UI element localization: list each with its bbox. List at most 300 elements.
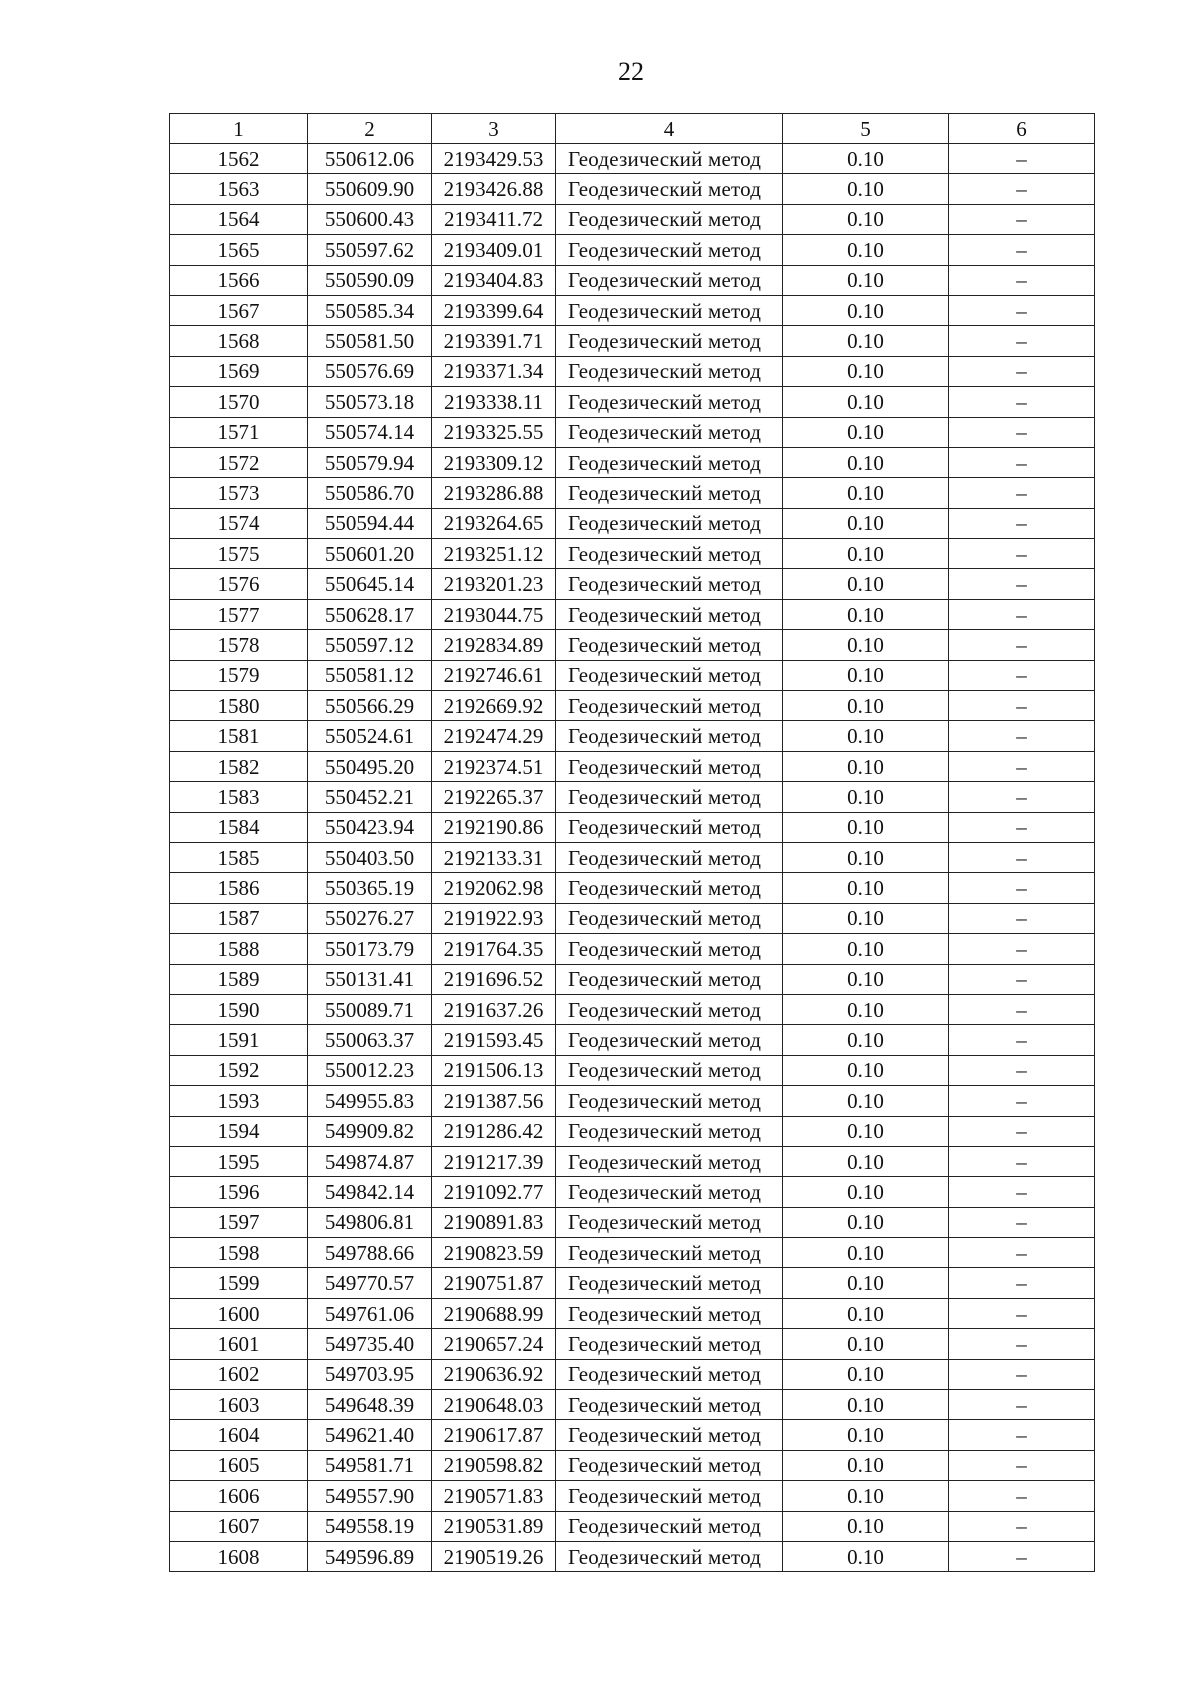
cell-x-coordinate: 549621.40: [308, 1420, 432, 1450]
cell-note: –: [949, 569, 1095, 599]
cell-accuracy: 0.10: [783, 1146, 949, 1176]
cell-x-coordinate: 550089.71: [308, 994, 432, 1024]
table-row: [170, 721, 1095, 751]
cell-y-coordinate: 2190519.26: [432, 1541, 556, 1571]
cell-x-coordinate: 550452.21: [308, 782, 432, 812]
cell-accuracy: 0.10: [783, 630, 949, 660]
table-row: [170, 1298, 1095, 1328]
cell-y-coordinate: 2191286.42: [432, 1116, 556, 1146]
cell-accuracy: 0.10: [783, 842, 949, 872]
cell-point-number: 1566: [170, 265, 308, 295]
table-row: [170, 1025, 1095, 1055]
table-row: [170, 144, 1095, 174]
cell-method: Геодезический метод: [556, 326, 783, 356]
cell-point-number: 1603: [170, 1390, 308, 1420]
cell-y-coordinate: 2193044.75: [432, 599, 556, 629]
cell-accuracy: 0.10: [783, 934, 949, 964]
cell-accuracy: 0.10: [783, 447, 949, 477]
cell-method: Геодезический метод: [556, 1207, 783, 1237]
cell-method: Геодезический метод: [556, 964, 783, 994]
cell-method: Геодезический метод: [556, 1450, 783, 1480]
cell-y-coordinate: 2192133.31: [432, 842, 556, 872]
cell-note: –: [949, 842, 1095, 872]
cell-point-number: 1593: [170, 1086, 308, 1116]
cell-note: –: [949, 204, 1095, 234]
cell-point-number: 1596: [170, 1177, 308, 1207]
cell-accuracy: 0.10: [783, 782, 949, 812]
cell-point-number: 1587: [170, 903, 308, 933]
cell-note: –: [949, 630, 1095, 660]
cell-accuracy: 0.10: [783, 295, 949, 325]
cell-point-number: 1576: [170, 569, 308, 599]
table-row: [170, 1116, 1095, 1146]
cell-accuracy: 0.10: [783, 964, 949, 994]
table-row: [170, 842, 1095, 872]
cell-point-number: 1592: [170, 1055, 308, 1085]
cell-note: –: [949, 1329, 1095, 1359]
cell-note: –: [949, 144, 1095, 174]
cell-point-number: 1575: [170, 539, 308, 569]
cell-x-coordinate: 549735.40: [308, 1329, 432, 1359]
cell-method: Геодезический метод: [556, 630, 783, 660]
cell-note: –: [949, 1420, 1095, 1450]
table-row: [170, 1146, 1095, 1176]
cell-point-number: 1580: [170, 691, 308, 721]
cell-accuracy: 0.10: [783, 1329, 949, 1359]
table-row: [170, 1390, 1095, 1420]
cell-method: Геодезический метод: [556, 1481, 783, 1511]
cell-accuracy: 0.10: [783, 144, 949, 174]
cell-note: –: [949, 174, 1095, 204]
table-row: [170, 1329, 1095, 1359]
table-row: [170, 751, 1095, 781]
cell-accuracy: 0.10: [783, 1359, 949, 1389]
cell-method: Геодезический метод: [556, 751, 783, 781]
table-row: [170, 1177, 1095, 1207]
table-header: [170, 114, 1095, 144]
table-row: [170, 1359, 1095, 1389]
cell-y-coordinate: 2192746.61: [432, 660, 556, 690]
cell-x-coordinate: 550586.70: [308, 478, 432, 508]
cell-accuracy: 0.10: [783, 751, 949, 781]
cell-accuracy: 0.10: [783, 1481, 949, 1511]
table-row: [170, 1207, 1095, 1237]
cell-y-coordinate: 2193338.11: [432, 387, 556, 417]
cell-accuracy: 0.10: [783, 903, 949, 933]
cell-point-number: 1600: [170, 1298, 308, 1328]
cell-accuracy: 0.10: [783, 539, 949, 569]
cell-y-coordinate: 2191637.26: [432, 994, 556, 1024]
cell-accuracy: 0.10: [783, 326, 949, 356]
cell-y-coordinate: 2190751.87: [432, 1268, 556, 1298]
cell-method: Геодезический метод: [556, 1420, 783, 1450]
cell-x-coordinate: 550609.90: [308, 174, 432, 204]
cell-note: –: [949, 1146, 1095, 1176]
cell-note: –: [949, 1298, 1095, 1328]
cell-point-number: 1571: [170, 417, 308, 447]
cell-point-number: 1578: [170, 630, 308, 660]
table-row: [170, 1268, 1095, 1298]
cell-method: Геодезический метод: [556, 994, 783, 1024]
table-row: [170, 903, 1095, 933]
cell-x-coordinate: 550590.09: [308, 265, 432, 295]
cell-method: Геодезический метод: [556, 842, 783, 872]
cell-accuracy: 0.10: [783, 174, 949, 204]
cell-y-coordinate: 2191764.35: [432, 934, 556, 964]
table-row: [170, 1450, 1095, 1480]
cell-y-coordinate: 2193404.83: [432, 265, 556, 295]
cell-x-coordinate: 550576.69: [308, 356, 432, 386]
cell-point-number: 1572: [170, 447, 308, 477]
cell-x-coordinate: 549806.81: [308, 1207, 432, 1237]
cell-point-number: 1607: [170, 1511, 308, 1541]
cell-accuracy: 0.10: [783, 1511, 949, 1541]
cell-x-coordinate: 549703.95: [308, 1359, 432, 1389]
cell-x-coordinate: 550581.50: [308, 326, 432, 356]
cell-y-coordinate: 2191092.77: [432, 1177, 556, 1207]
cell-note: –: [949, 539, 1095, 569]
cell-point-number: 1581: [170, 721, 308, 751]
cell-note: –: [949, 387, 1095, 417]
cell-point-number: 1564: [170, 204, 308, 234]
cell-method: Геодезический метод: [556, 204, 783, 234]
cell-note: –: [949, 1511, 1095, 1541]
cell-note: –: [949, 478, 1095, 508]
cell-note: –: [949, 934, 1095, 964]
cell-accuracy: 0.10: [783, 1086, 949, 1116]
cell-note: –: [949, 1390, 1095, 1420]
cell-x-coordinate: 550365.19: [308, 873, 432, 903]
table-row: [170, 447, 1095, 477]
cell-y-coordinate: 2191506.13: [432, 1055, 556, 1085]
cell-method: Геодезический метод: [556, 599, 783, 629]
cell-note: –: [949, 812, 1095, 842]
cell-point-number: 1562: [170, 144, 308, 174]
cell-method: Геодезический метод: [556, 1177, 783, 1207]
cell-accuracy: 0.10: [783, 1541, 949, 1571]
cell-accuracy: 0.10: [783, 1268, 949, 1298]
cell-accuracy: 0.10: [783, 1390, 949, 1420]
cell-accuracy: 0.10: [783, 721, 949, 751]
cell-y-coordinate: 2190657.24: [432, 1329, 556, 1359]
header-cell-4: 4: [556, 114, 783, 144]
cell-x-coordinate: 549909.82: [308, 1116, 432, 1146]
cell-method: Геодезический метод: [556, 1146, 783, 1176]
cell-method: Геодезический метод: [556, 903, 783, 933]
cell-accuracy: 0.10: [783, 508, 949, 538]
table-row: [170, 873, 1095, 903]
table-row: [170, 1238, 1095, 1268]
cell-y-coordinate: 2193391.71: [432, 326, 556, 356]
cell-accuracy: 0.10: [783, 1116, 949, 1146]
cell-method: Геодезический метод: [556, 235, 783, 265]
cell-point-number: 1606: [170, 1481, 308, 1511]
cell-note: –: [949, 1541, 1095, 1571]
page-number: 22: [618, 57, 644, 86]
cell-accuracy: 0.10: [783, 417, 949, 447]
table-row: [170, 812, 1095, 842]
table-row: [170, 660, 1095, 690]
cell-y-coordinate: 2191593.45: [432, 1025, 556, 1055]
cell-note: –: [949, 1481, 1095, 1511]
cell-method: Геодезический метод: [556, 1025, 783, 1055]
cell-x-coordinate: 550601.20: [308, 539, 432, 569]
cell-method: Геодезический метод: [556, 1329, 783, 1359]
coordinates-table: [169, 113, 1095, 1572]
table-row: [170, 265, 1095, 295]
cell-note: –: [949, 1086, 1095, 1116]
cell-note: –: [949, 721, 1095, 751]
cell-y-coordinate: 2193409.01: [432, 235, 556, 265]
cell-y-coordinate: 2191696.52: [432, 964, 556, 994]
cell-x-coordinate: 550597.62: [308, 235, 432, 265]
cell-x-coordinate: 550574.14: [308, 417, 432, 447]
cell-point-number: 1586: [170, 873, 308, 903]
cell-y-coordinate: 2191217.39: [432, 1146, 556, 1176]
cell-y-coordinate: 2192190.86: [432, 812, 556, 842]
cell-method: Геодезический метод: [556, 387, 783, 417]
cell-method: Геодезический метод: [556, 417, 783, 447]
cell-method: Геодезический метод: [556, 1390, 783, 1420]
cell-accuracy: 0.10: [783, 1025, 949, 1055]
cell-method: Геодезический метод: [556, 569, 783, 599]
cell-x-coordinate: 549874.87: [308, 1146, 432, 1176]
cell-point-number: 1573: [170, 478, 308, 508]
cell-y-coordinate: 2190531.89: [432, 1511, 556, 1541]
cell-method: Геодезический метод: [556, 508, 783, 538]
cell-method: Геодезический метод: [556, 1238, 783, 1268]
cell-accuracy: 0.10: [783, 660, 949, 690]
cell-method: Геодезический метод: [556, 1055, 783, 1085]
cell-x-coordinate: 549770.57: [308, 1268, 432, 1298]
table-row: [170, 539, 1095, 569]
cell-x-coordinate: 549842.14: [308, 1177, 432, 1207]
cell-accuracy: 0.10: [783, 1207, 949, 1237]
cell-point-number: 1594: [170, 1116, 308, 1146]
cell-x-coordinate: 550597.12: [308, 630, 432, 660]
cell-x-coordinate: 549761.06: [308, 1298, 432, 1328]
cell-note: –: [949, 1359, 1095, 1389]
table-row: [170, 691, 1095, 721]
cell-y-coordinate: 2190617.87: [432, 1420, 556, 1450]
header-cell-2: 2: [308, 114, 432, 144]
cell-accuracy: 0.10: [783, 1238, 949, 1268]
cell-x-coordinate: 550645.14: [308, 569, 432, 599]
cell-x-coordinate: 550423.94: [308, 812, 432, 842]
cell-note: –: [949, 1025, 1095, 1055]
cell-note: –: [949, 235, 1095, 265]
cell-note: –: [949, 782, 1095, 812]
cell-point-number: 1597: [170, 1207, 308, 1237]
table-row: [170, 417, 1095, 447]
table-row: [170, 1055, 1095, 1085]
table-row: [170, 295, 1095, 325]
cell-accuracy: 0.10: [783, 812, 949, 842]
cell-accuracy: 0.10: [783, 1177, 949, 1207]
cell-x-coordinate: 550612.06: [308, 144, 432, 174]
cell-accuracy: 0.10: [783, 1450, 949, 1480]
cell-y-coordinate: 2192474.29: [432, 721, 556, 751]
cell-method: Геодезический метод: [556, 295, 783, 325]
cell-method: Геодезический метод: [556, 1298, 783, 1328]
table-row: [170, 235, 1095, 265]
cell-y-coordinate: 2190823.59: [432, 1238, 556, 1268]
cell-accuracy: 0.10: [783, 235, 949, 265]
cell-y-coordinate: 2193325.55: [432, 417, 556, 447]
cell-method: Геодезический метод: [556, 721, 783, 751]
cell-y-coordinate: 2190891.83: [432, 1207, 556, 1237]
cell-method: Геодезический метод: [556, 1086, 783, 1116]
cell-accuracy: 0.10: [783, 691, 949, 721]
cell-point-number: 1582: [170, 751, 308, 781]
cell-x-coordinate: 549955.83: [308, 1086, 432, 1116]
table-row: [170, 1481, 1095, 1511]
cell-y-coordinate: 2192062.98: [432, 873, 556, 903]
cell-method: Геодезический метод: [556, 478, 783, 508]
cell-x-coordinate: 550573.18: [308, 387, 432, 417]
header-cell-6: 6: [949, 114, 1095, 144]
cell-method: Геодезический метод: [556, 1541, 783, 1571]
cell-method: Геодезический метод: [556, 1116, 783, 1146]
table-row: [170, 174, 1095, 204]
cell-point-number: 1574: [170, 508, 308, 538]
cell-method: Геодезический метод: [556, 174, 783, 204]
cell-x-coordinate: 549581.71: [308, 1450, 432, 1480]
cell-point-number: 1583: [170, 782, 308, 812]
cell-point-number: 1599: [170, 1268, 308, 1298]
cell-x-coordinate: 550524.61: [308, 721, 432, 751]
cell-method: Геодезический метод: [556, 539, 783, 569]
cell-y-coordinate: 2193371.34: [432, 356, 556, 386]
cell-point-number: 1590: [170, 994, 308, 1024]
cell-point-number: 1608: [170, 1541, 308, 1571]
table-row: [170, 356, 1095, 386]
cell-method: Геодезический метод: [556, 812, 783, 842]
table-row: [170, 569, 1095, 599]
cell-note: –: [949, 873, 1095, 903]
cell-method: Геодезический метод: [556, 660, 783, 690]
header-cell-3: 3: [432, 114, 556, 144]
cell-point-number: 1585: [170, 842, 308, 872]
cell-y-coordinate: 2190571.83: [432, 1481, 556, 1511]
cell-y-coordinate: 2193399.64: [432, 295, 556, 325]
cell-note: –: [949, 1177, 1095, 1207]
cell-note: –: [949, 903, 1095, 933]
cell-note: –: [949, 417, 1095, 447]
cell-accuracy: 0.10: [783, 204, 949, 234]
table-body: [170, 144, 1095, 1572]
cell-note: –: [949, 599, 1095, 629]
cell-point-number: 1584: [170, 812, 308, 842]
cell-method: Геодезический метод: [556, 1359, 783, 1389]
cell-y-coordinate: 2193426.88: [432, 174, 556, 204]
cell-y-coordinate: 2193286.88: [432, 478, 556, 508]
table-row: [170, 599, 1095, 629]
cell-note: –: [949, 1450, 1095, 1480]
cell-note: –: [949, 295, 1095, 325]
table-row: [170, 1541, 1095, 1571]
cell-y-coordinate: 2192374.51: [432, 751, 556, 781]
cell-accuracy: 0.10: [783, 1298, 949, 1328]
cell-method: Геодезический метод: [556, 873, 783, 903]
cell-x-coordinate: 550581.12: [308, 660, 432, 690]
cell-y-coordinate: 2193309.12: [432, 447, 556, 477]
table-row: [170, 994, 1095, 1024]
cell-note: –: [949, 994, 1095, 1024]
cell-method: Геодезический метод: [556, 782, 783, 812]
table-row: [170, 1086, 1095, 1116]
cell-point-number: 1567: [170, 295, 308, 325]
cell-y-coordinate: 2193251.12: [432, 539, 556, 569]
cell-accuracy: 0.10: [783, 1055, 949, 1085]
cell-x-coordinate: 550566.29: [308, 691, 432, 721]
cell-x-coordinate: 550585.34: [308, 295, 432, 325]
cell-accuracy: 0.10: [783, 994, 949, 1024]
table-row: [170, 387, 1095, 417]
cell-y-coordinate: 2191387.56: [432, 1086, 556, 1116]
cell-accuracy: 0.10: [783, 356, 949, 386]
table-row: [170, 964, 1095, 994]
cell-method: Геодезический метод: [556, 356, 783, 386]
cell-note: –: [949, 1238, 1095, 1268]
cell-y-coordinate: 2193429.53: [432, 144, 556, 174]
cell-method: Геодезический метод: [556, 934, 783, 964]
cell-note: –: [949, 751, 1095, 781]
cell-accuracy: 0.10: [783, 265, 949, 295]
header-cell-5: 5: [783, 114, 949, 144]
cell-point-number: 1589: [170, 964, 308, 994]
cell-x-coordinate: 549596.89: [308, 1541, 432, 1571]
cell-point-number: 1568: [170, 326, 308, 356]
cell-point-number: 1595: [170, 1146, 308, 1176]
cell-x-coordinate: 549558.19: [308, 1511, 432, 1541]
cell-method: Геодезический метод: [556, 691, 783, 721]
cell-accuracy: 0.10: [783, 599, 949, 629]
cell-x-coordinate: 550276.27: [308, 903, 432, 933]
cell-y-coordinate: 2193264.65: [432, 508, 556, 538]
cell-point-number: 1579: [170, 660, 308, 690]
table-row: [170, 934, 1095, 964]
table-row: [170, 782, 1095, 812]
header-row: [170, 114, 1095, 144]
cell-accuracy: 0.10: [783, 478, 949, 508]
cell-x-coordinate: 550628.17: [308, 599, 432, 629]
cell-note: –: [949, 356, 1095, 386]
cell-x-coordinate: 550579.94: [308, 447, 432, 477]
cell-point-number: 1598: [170, 1238, 308, 1268]
cell-point-number: 1591: [170, 1025, 308, 1055]
cell-y-coordinate: 2192669.92: [432, 691, 556, 721]
cell-note: –: [949, 1116, 1095, 1146]
table-row: [170, 630, 1095, 660]
cell-point-number: 1588: [170, 934, 308, 964]
cell-point-number: 1565: [170, 235, 308, 265]
cell-y-coordinate: 2192834.89: [432, 630, 556, 660]
cell-x-coordinate: 550403.50: [308, 842, 432, 872]
cell-y-coordinate: 2190598.82: [432, 1450, 556, 1480]
cell-note: –: [949, 660, 1095, 690]
cell-x-coordinate: 550173.79: [308, 934, 432, 964]
cell-x-coordinate: 550012.23: [308, 1055, 432, 1085]
cell-point-number: 1563: [170, 174, 308, 204]
cell-method: Геодезический метод: [556, 144, 783, 174]
cell-y-coordinate: 2190648.03: [432, 1390, 556, 1420]
cell-method: Геодезический метод: [556, 265, 783, 295]
cell-y-coordinate: 2190688.99: [432, 1298, 556, 1328]
table-row: [170, 478, 1095, 508]
cell-point-number: 1602: [170, 1359, 308, 1389]
header-cell-1: 1: [170, 114, 308, 144]
